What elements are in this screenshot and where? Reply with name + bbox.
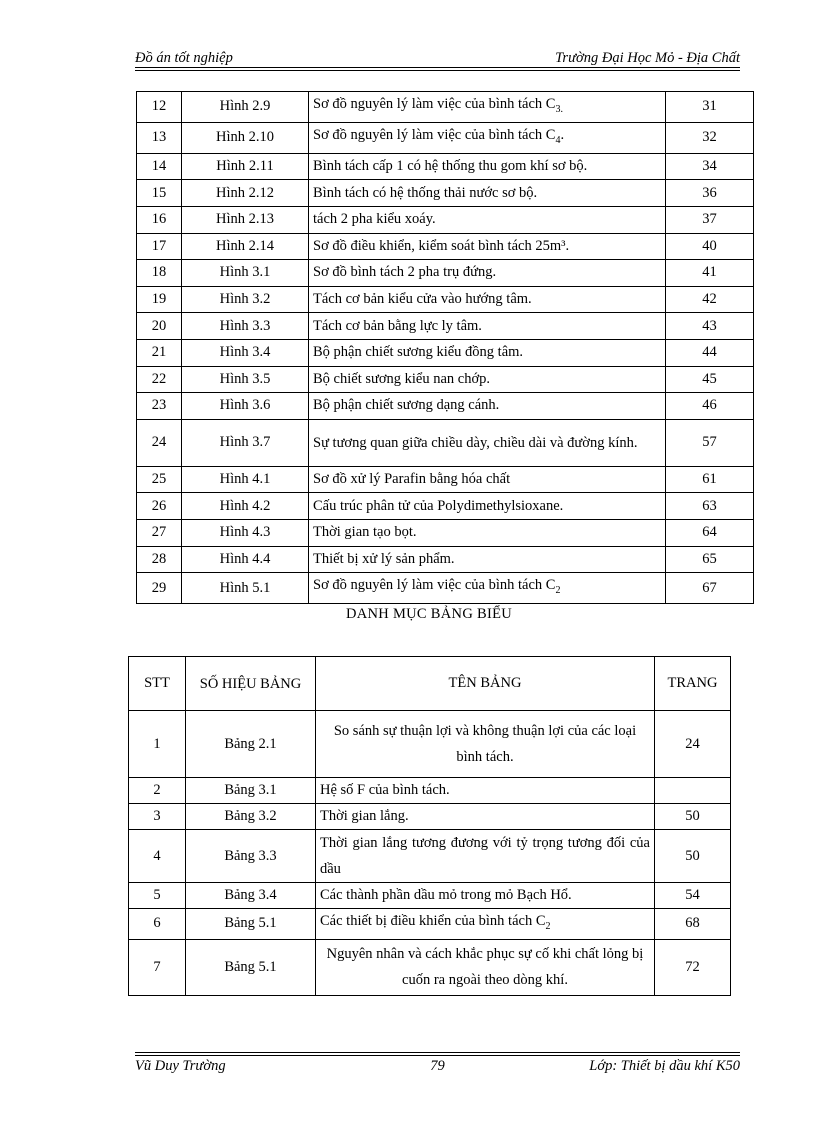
table-page: 54 <box>655 883 731 909</box>
table-title-text: So sánh sự thuận lợi và không thuận lợi của các loại bình tách. <box>333 723 637 765</box>
figure-title-text: Sơ đồ xử lý Parafin bằng hóa chất <box>313 471 511 488</box>
table-code: Bảng 3.3 <box>186 830 316 883</box>
figure-title-text: Tách cơ bản bằng lực ly tâm. <box>313 317 482 334</box>
figure-number: 16 <box>137 206 182 233</box>
table-page <box>655 778 731 804</box>
figure-title-text: Bộ phận chiết sương kiểu đồng tâm. <box>313 344 524 361</box>
table-code: Bảng 5.1 <box>186 939 316 995</box>
figure-page: 46 <box>666 393 754 420</box>
figure-title <box>309 313 666 340</box>
figure-title <box>309 419 666 466</box>
figure-code: Hình 3.2 <box>182 286 309 313</box>
header-rule-thin <box>135 70 740 71</box>
figure-title <box>309 339 666 366</box>
header-left-text: Đồ án tốt nghiệp <box>135 50 233 66</box>
table-page: 50 <box>655 830 731 883</box>
figure-title-subscript: 3. <box>555 103 563 115</box>
figure-title-text: Bộ phận chiết sương dạng cánh. <box>313 397 500 414</box>
figure-title <box>309 92 666 123</box>
table-code: Bảng 2.1 <box>186 711 316 778</box>
figure-title <box>309 366 666 393</box>
figure-number: 23 <box>137 393 182 420</box>
table-title-text: Thời gian lắng. <box>320 808 409 824</box>
figure-title <box>309 286 666 313</box>
figure-title <box>309 206 666 233</box>
footer-author: Vũ Duy Trường <box>135 1058 226 1074</box>
table-list-table <box>128 656 731 996</box>
table-number: 4 <box>129 830 186 883</box>
table-row <box>137 153 754 180</box>
footer-rule-thin <box>135 1052 740 1053</box>
table-row <box>137 286 754 313</box>
figure-title <box>309 233 666 260</box>
table-row <box>137 546 754 573</box>
table-row <box>137 419 754 466</box>
figure-code: Hình 2.9 <box>182 92 309 123</box>
table-title-text: Hệ số F của bình tách. <box>320 782 450 798</box>
table-page: 50 <box>655 804 731 830</box>
figure-title-text: Bình tách có hệ thống thải nước sơ bộ. <box>313 184 538 201</box>
table-code: Bảng 3.1 <box>186 778 316 804</box>
header-right-text: Trường Đại Học Mỏ - Địa Chất <box>555 50 740 66</box>
table-row <box>137 260 754 287</box>
table-row <box>137 206 754 233</box>
figure-number: 17 <box>137 233 182 260</box>
table-title-subscript: 2 <box>545 920 551 932</box>
figure-code: Hình 3.6 <box>182 393 309 420</box>
table-title <box>316 711 655 778</box>
table-row <box>137 366 754 393</box>
figure-number: 14 <box>137 153 182 180</box>
figure-number: 25 <box>137 466 182 493</box>
table-row <box>137 313 754 340</box>
figure-page: 44 <box>666 339 754 366</box>
header-page: TRANG <box>655 657 731 711</box>
header-rule <box>135 67 740 68</box>
figure-title-text: Thiết bị xử lý sản phẩm. <box>313 550 455 567</box>
table-number: 6 <box>129 909 186 940</box>
table-row <box>137 122 754 153</box>
figure-number: 26 <box>137 493 182 520</box>
figure-title <box>309 573 666 604</box>
figure-number: 20 <box>137 313 182 340</box>
table-row <box>129 804 731 830</box>
figure-title <box>309 153 666 180</box>
table-row <box>129 883 731 909</box>
table-title <box>316 939 655 995</box>
figure-title <box>309 466 666 493</box>
table-title <box>316 883 655 909</box>
figure-title <box>309 260 666 287</box>
figure-title-text: Cấu trúc phân tử của Polydimethylsioxane. <box>313 497 564 514</box>
page-header <box>135 48 740 68</box>
figure-page: 64 <box>666 519 754 546</box>
figure-title-tail: . <box>560 126 565 143</box>
table-row <box>137 92 754 123</box>
figure-code: Hình 3.7 <box>182 419 309 466</box>
table-header-row <box>129 657 731 711</box>
figure-page: 41 <box>666 260 754 287</box>
table-row <box>129 909 731 940</box>
table-title <box>316 778 655 804</box>
figure-page: 45 <box>666 366 754 393</box>
figure-title-text: Sơ đồ bình tách 2 pha trụ đứng. <box>313 264 497 281</box>
footer-rule <box>135 1055 740 1056</box>
figure-page: 31 <box>666 92 754 123</box>
figure-page: 65 <box>666 546 754 573</box>
table-row <box>137 519 754 546</box>
table-number: 3 <box>129 804 186 830</box>
figure-title <box>309 393 666 420</box>
table-row <box>137 339 754 366</box>
figure-number: 18 <box>137 260 182 287</box>
figure-title <box>309 122 666 153</box>
figure-number: 28 <box>137 546 182 573</box>
header-name: TÊN BẢNG <box>316 657 655 711</box>
table-row <box>137 233 754 260</box>
figure-title-text: Bộ chiết sương kiểu nan chớp. <box>313 370 491 387</box>
table-title-text: Nguyên nhân và cách khắc phục sự cố khi chất lỏng bị cuốn ra ngoài theo dòng khí. <box>326 946 644 989</box>
figure-page: 42 <box>666 286 754 313</box>
table-code: Bảng 3.2 <box>186 804 316 830</box>
figure-page: 37 <box>666 206 754 233</box>
table-row <box>137 573 754 604</box>
header-stt: STT <box>129 657 186 711</box>
figure-number: 27 <box>137 519 182 546</box>
figure-code: Hình 4.4 <box>182 546 309 573</box>
figure-title-text: Bình tách cấp 1 có hệ thống thu gom khí sơ bộ. <box>313 158 588 175</box>
figure-title-text: Sự tương quan giữa chiều dày, chiều dài và đường kính. <box>313 434 638 451</box>
figure-page: 36 <box>666 180 754 207</box>
figure-code: Hình 4.1 <box>182 466 309 493</box>
figure-number: 13 <box>137 122 182 153</box>
footer-page-number: 79 <box>430 1058 445 1074</box>
figure-title-subscript: 2 <box>555 584 561 596</box>
figure-title-text: Sơ đồ điều khiển, kiểm soát bình tách 25m³. <box>313 237 570 254</box>
table-number: 7 <box>129 939 186 995</box>
figure-title-text: Sơ đồ nguyên lý làm việc của bình tách C <box>313 577 556 594</box>
table-number: 5 <box>129 883 186 909</box>
figure-page: 40 <box>666 233 754 260</box>
table-row <box>137 493 754 520</box>
table-number: 1 <box>129 711 186 778</box>
header-code: SỐ HIỆU BẢNG <box>186 657 316 711</box>
table-row <box>129 830 731 883</box>
figure-title-text: Sơ đồ nguyên lý làm việc của bình tách C <box>313 96 556 112</box>
figure-code: Hình 4.2 <box>182 493 309 520</box>
figure-code: Hình 2.13 <box>182 206 309 233</box>
figure-number: 24 <box>137 419 182 466</box>
table-row <box>129 778 731 804</box>
table-title <box>316 909 655 940</box>
figure-code: Hình 4.3 <box>182 519 309 546</box>
figure-code: Hình 3.3 <box>182 313 309 340</box>
figure-code: Hình 2.11 <box>182 153 309 180</box>
table-row <box>129 711 731 778</box>
table-row <box>129 939 731 995</box>
table-code: Bảng 5.1 <box>186 909 316 940</box>
table-title-text: Các thành phần dầu mỏ trong mỏ Bạch Hổ. <box>320 887 572 903</box>
figure-title-text: Thời gian tạo bọt. <box>313 524 417 541</box>
figure-code: Hình 3.4 <box>182 339 309 366</box>
figure-title <box>309 519 666 546</box>
footer-class: Lớp: Thiết bị dầu khí K50 <box>589 1058 740 1074</box>
page-footer <box>135 1058 740 1078</box>
table-row <box>137 180 754 207</box>
figure-title-subscript: 4 <box>555 134 561 146</box>
figure-page: 57 <box>666 419 754 466</box>
figure-number: 22 <box>137 366 182 393</box>
table-title <box>316 830 655 883</box>
figure-number: 15 <box>137 180 182 207</box>
figure-code: Hình 3.1 <box>182 260 309 287</box>
table-title <box>316 804 655 830</box>
figure-title-text: Tách cơ bản kiểu cửa vào hướng tâm. <box>313 291 532 308</box>
figure-title-text: Sơ đồ nguyên lý làm việc của bình tách C <box>313 126 556 143</box>
figure-page: 61 <box>666 466 754 493</box>
table-row <box>137 393 754 420</box>
table-number: 2 <box>129 778 186 804</box>
table-row <box>137 466 754 493</box>
figure-page: 34 <box>666 153 754 180</box>
figure-code: Hình 5.1 <box>182 573 309 604</box>
figure-page: 43 <box>666 313 754 340</box>
figure-code: Hình 3.5 <box>182 366 309 393</box>
figure-page: 67 <box>666 573 754 604</box>
figure-title-text: tách 2 pha kiểu xoáy. <box>313 211 436 228</box>
figure-code: Hình 2.10 <box>182 122 309 153</box>
figure-number: 21 <box>137 339 182 366</box>
table-title-text: Các thiết bị điều khiển của bình tách C <box>320 913 546 929</box>
figure-number: 19 <box>137 286 182 313</box>
table-title-text: Thời gian lắng tương đương với tỷ trọng tương đối của dầu <box>320 835 650 877</box>
figure-page: 63 <box>666 493 754 520</box>
figure-page: 32 <box>666 122 754 153</box>
figure-title <box>309 180 666 207</box>
table-page: 72 <box>655 939 731 995</box>
figure-code: Hình 2.12 <box>182 180 309 207</box>
figure-title <box>309 493 666 520</box>
figure-number: 29 <box>137 573 182 604</box>
table-code: Bảng 3.4 <box>186 883 316 909</box>
figure-list-table <box>136 91 754 604</box>
figure-title <box>309 546 666 573</box>
figure-code: Hình 2.14 <box>182 233 309 260</box>
table-page: 68 <box>655 909 731 940</box>
figure-number: 12 <box>137 92 182 123</box>
tables-section-title: DANH MỤC BẢNG BIỂU <box>345 606 513 622</box>
table-page: 24 <box>655 711 731 778</box>
